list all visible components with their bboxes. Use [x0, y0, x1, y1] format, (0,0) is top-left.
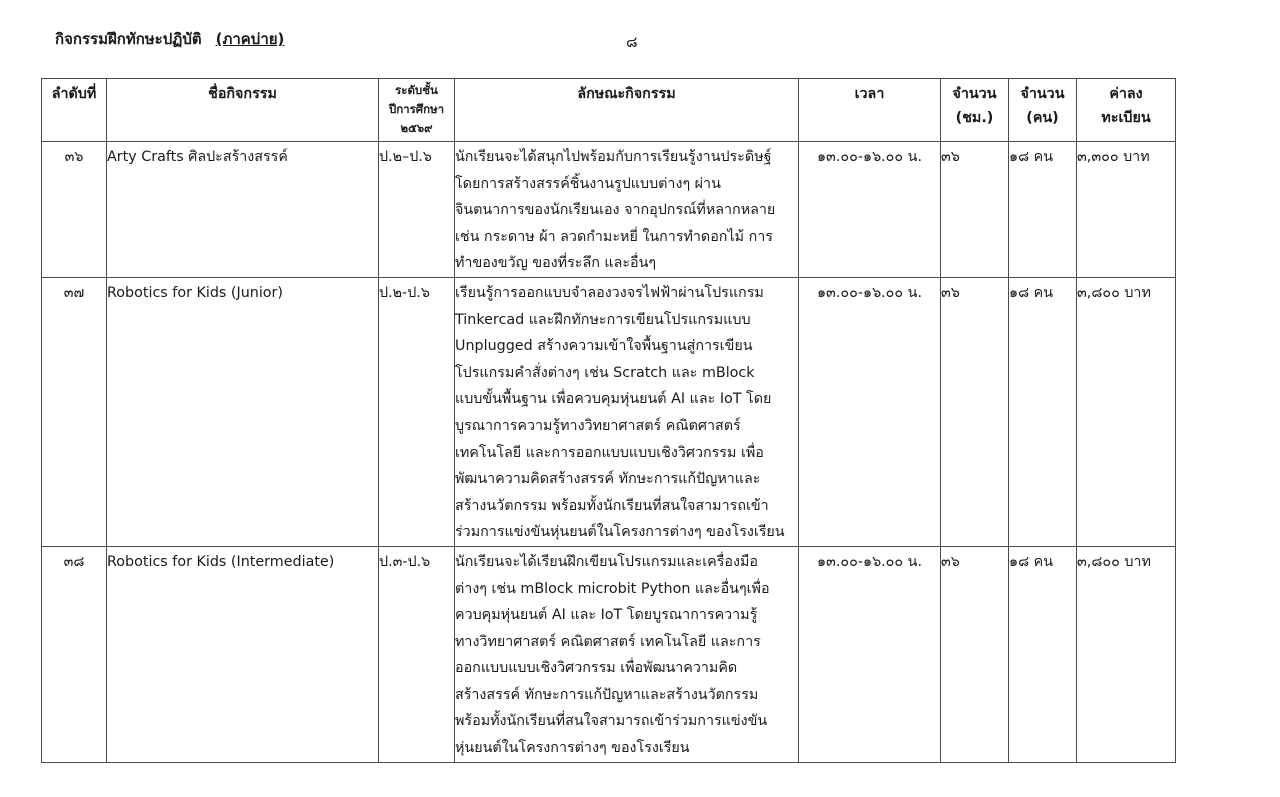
cell-description: [455, 546, 799, 762]
description-line: เรียนรู้การออกแบบจำลองวงจรไฟฟ้าผ่านโปรแกรม: [455, 284, 764, 301]
cell-name: Robotics for Kids (Junior): [107, 277, 379, 546]
cell-no: ๓๖: [42, 142, 107, 278]
cell-people: ๑๘ คน: [1009, 277, 1077, 546]
cell-hours: ๓๖: [941, 277, 1009, 546]
header-grade-line1: ระดับชั้น: [395, 83, 438, 97]
header-fee-line1: ค่าลง: [1109, 86, 1143, 102]
description-line: พัฒนาความคิดสร้างสรรค์ ทักษะการแก้ปัญหาและ: [455, 471, 761, 488]
cell-grade: ป.๒–ป.๖: [379, 142, 455, 278]
cell-people: ๑๘ คน: [1009, 546, 1077, 762]
header-hours-line1: จำนวน: [952, 86, 997, 102]
cell-grade: ป.๒-ป.๖: [379, 277, 455, 546]
description-line: สร้างสรรค์ ทักษะการแก้ปัญหาและสร้างนวัตกรรม: [455, 686, 759, 703]
cell-time: ๑๓.๐๐-๑๖.๐๐ น.: [799, 142, 941, 278]
description-line: ทางวิทยาศาสตร์ คณิตศาสตร์ เทคโนโลยี และการ: [455, 633, 761, 650]
header-fee: [1077, 79, 1176, 142]
description-line: หุ่นยนต์ในโครงการต่างๆ ของโรงเรียน: [455, 740, 690, 757]
header-no: ลำดับที่: [42, 79, 107, 142]
cell-description: [455, 142, 799, 278]
page-title: [55, 27, 284, 51]
cell-fee: ๓,๘๐๐ บาท: [1077, 277, 1176, 546]
activity-table: [41, 78, 1176, 763]
description-line: ควบคุมหุ่นยนต์ AI และ IoT โดยบูรณาการความรู้: [455, 607, 758, 624]
header-name: ชื่อกิจกรรม: [107, 79, 379, 142]
description-line: แบบขั้นพื้นฐาน เพื่อควบคุมหุ่นยนต์ AI และ IoT โดย: [455, 391, 772, 408]
cell-time: ๑๓.๐๐-๑๖.๐๐ น.: [799, 546, 941, 762]
description-line: ออกแบบแบบเชิงวิศวกรรม เพื่อพัฒนาความคิด: [455, 660, 738, 677]
cell-no: ๓๘: [42, 546, 107, 762]
cell-description: [455, 277, 799, 546]
description-line: โดยการสร้างสรรค์ชิ้นงานรูปแบบต่างๆ ผ่าน: [455, 175, 721, 192]
cell-people: ๑๘ คน: [1009, 142, 1077, 278]
description-line: Unplugged สร้างความเข้าใจพื้นฐานสู่การเขียน: [455, 338, 753, 355]
cell-grade: ป.๓-ป.๖: [379, 546, 455, 762]
description-line: สร้างนวัตกรรม พร้อมทั้งนักเรียนที่สนใจสามารถเข้า: [455, 497, 769, 514]
description-line: พร้อมทั้งนักเรียนที่สนใจสามารถเข้าร่วมการแข่งขัน: [455, 713, 768, 730]
cell-name: Arty Crafts ศิลปะสร้างสรรค์: [107, 142, 379, 278]
cell-name: Robotics for Kids (Intermediate): [107, 546, 379, 762]
description-line: Tinkercad และฝึกทักษะการเขียนโปรแกรมแบบ: [455, 311, 751, 328]
description-line: นักเรียนจะได้สนุกไปพร้อมกับการเรียนรู้งานประดิษฐ์: [455, 149, 772, 165]
header-grade-line3: ๒๕๖๙: [400, 121, 433, 135]
table-row: [42, 546, 1176, 762]
header-time: เวลา: [799, 79, 941, 142]
header-people-line2: (คน): [1026, 110, 1059, 126]
description-line: จินตนาการของนักเรียนเอง จากอุปกรณ์ที่หลากหลาย: [455, 202, 776, 219]
description-line: นักเรียนจะได้เรียนฝึกเขียนโปรแกรมและเครื่องมือ: [455, 553, 759, 570]
header-description: ลักษณะกิจกรรม: [455, 79, 799, 142]
cell-no: ๓๗: [42, 277, 107, 546]
table-row: [42, 277, 1176, 546]
description-line: โปรแกรมคำสั่งต่างๆ เช่น Scratch และ mBlock: [455, 364, 755, 381]
page-title-text: กิจกรรมฝึกทักษะปฏิบัติ: [55, 30, 202, 48]
table-header-row: [42, 79, 1176, 142]
header-people: [1009, 79, 1077, 142]
header-hours-line2: (ชม.): [955, 110, 994, 126]
header-grade: [379, 79, 455, 142]
description-line: เช่น กระดาษ ผ้า ลวดกำมะหยี่ ในการทำดอกไม้ การ: [455, 228, 773, 245]
description-line: บูรณาการความรู้ทางวิทยาศาสตร์ คณิตศาสตร์: [455, 417, 741, 434]
header-grade-line2: ปีการศึกษา: [388, 102, 445, 116]
description-line: เทคโนโลยี และการออกแบบแบบเชิงวิศวกรรม เพื่อ: [455, 444, 764, 461]
description-line: ทำของขวัญ ของที่ระลึก และอื่นๆ: [455, 255, 657, 272]
page-number: ๘: [626, 33, 638, 51]
header-people-line1: จำนวน: [1020, 86, 1065, 102]
table-row: [42, 142, 1176, 278]
cell-fee: ๓,๓๐๐ บาท: [1077, 142, 1176, 278]
cell-hours: ๓๖: [941, 546, 1009, 762]
cell-hours: ๓๖: [941, 142, 1009, 278]
page-subtitle: (ภาคบ่าย): [215, 30, 285, 48]
header-hours: [941, 79, 1009, 142]
cell-time: ๑๓.๐๐-๑๖.๐๐ น.: [799, 277, 941, 546]
description-line: ร่วมการแข่งขันหุ่นยนต์ในโครงการต่างๆ ของโรงเรียน: [455, 524, 785, 541]
cell-fee: ๓,๘๐๐ บาท: [1077, 546, 1176, 762]
description-line: ต่างๆ เช่น mBlock microbit Python และอื่นๆเพื่อ: [455, 580, 770, 597]
header-fee-line2: ทะเบียน: [1101, 110, 1151, 126]
